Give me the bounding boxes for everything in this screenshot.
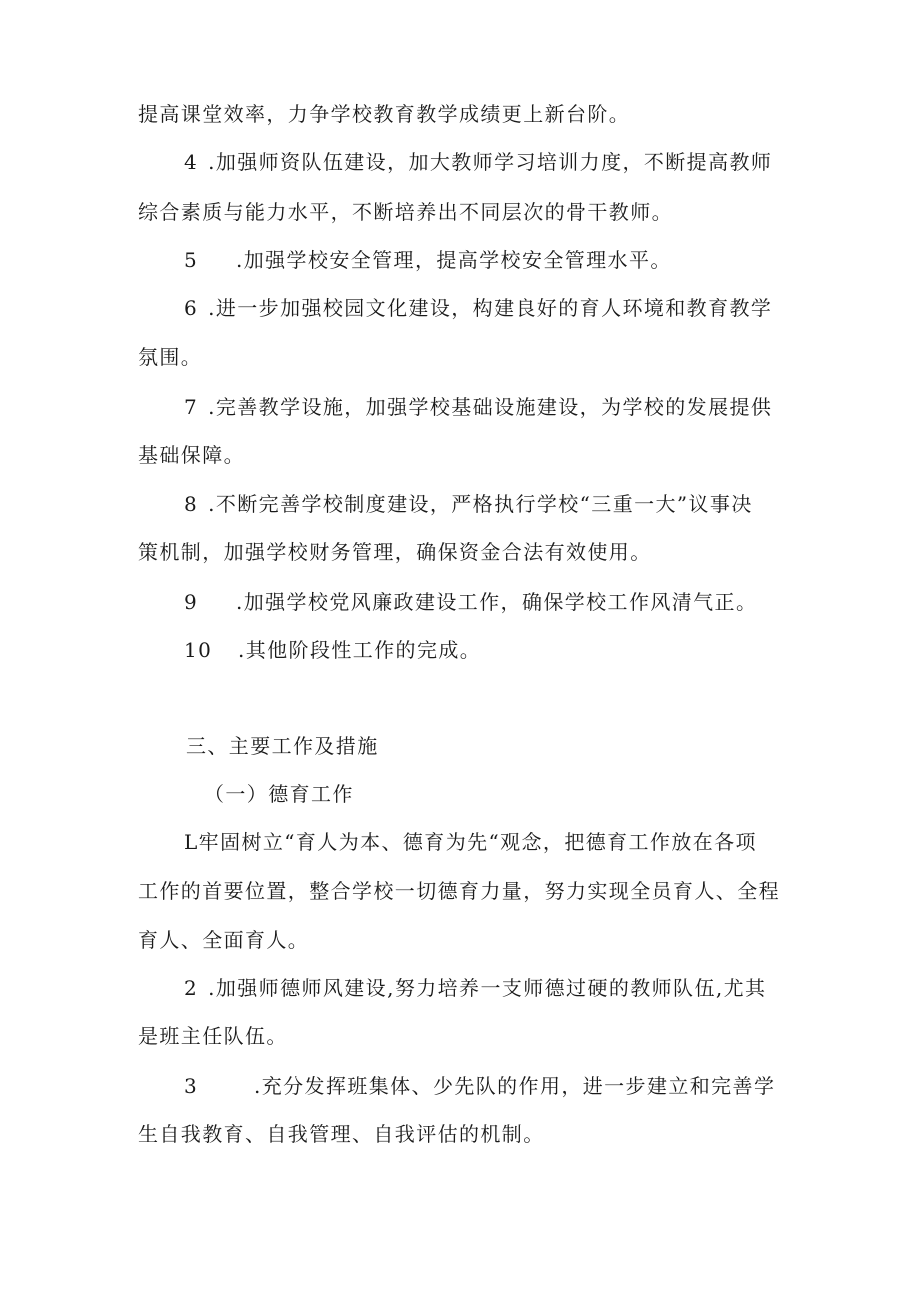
paragraph-line: 综合素质与能力水平，不断培养出不同层次的骨干教师。 — [138, 200, 673, 224]
section-heading: 三、主要工作及措施 — [186, 734, 379, 758]
paragraph-line: 提高课堂效率，力争学校教育教学成绩更上新台阶。 — [138, 102, 631, 126]
paragraph-line: 是班主任队伍。 — [138, 1024, 288, 1048]
list-item-5 — [184, 246, 834, 274]
list-item-3 — [184, 1072, 834, 1100]
list-item-8 — [184, 490, 834, 518]
paragraph-line: 氛围。 — [138, 345, 203, 369]
item-text: .加强师德师风建设,努力培养一支师德过硬的教师队伍,尤其 — [208, 976, 767, 1000]
list-item-10 — [184, 636, 834, 664]
item-text: .不断完善学校制度建设，严格执行学校“三重一大”议事决 — [208, 492, 753, 516]
list-item-9 — [184, 588, 834, 616]
item-number: 9 — [184, 590, 199, 614]
item-number: 7 — [184, 395, 199, 419]
item-text: .其他阶段性工作的完成。 — [238, 638, 482, 662]
list-item-6 — [184, 294, 834, 322]
item-number: 8 — [184, 492, 199, 516]
item-number: 5 — [184, 248, 199, 272]
list-item-1: L牢固树立“育人为本、德育为先“观念，把德育工作放在各项 — [184, 830, 757, 854]
item-text: .加强学校党风廉政建设工作，确保学校工作风清气正。 — [236, 590, 758, 614]
paragraph-line: 育人、全面育人。 — [138, 928, 310, 952]
list-item-2 — [184, 974, 834, 1002]
item-text: .加强学校安全管理，提高学校安全管理水平。 — [236, 248, 672, 272]
item-text: .充分发挥班集体、少先队的作用，进一步建立和完善学 — [254, 1074, 776, 1098]
item-number: 6 — [184, 296, 199, 320]
item-text: .完善教学设施，加强学校基础设施建设，为学校的发展提供 — [208, 395, 773, 419]
item-number: 4 — [184, 150, 199, 174]
list-item-4 — [184, 148, 834, 176]
item-text: .进一步加强校园文化建设，构建良好的育人环境和教育教学 — [208, 296, 773, 320]
paragraph-line: 生自我教育、自我管理、自我评估的机制。 — [138, 1122, 545, 1146]
subsection-heading: （一）德育工作 — [204, 782, 354, 806]
paragraph-line: 基础保障。 — [138, 443, 245, 467]
paragraph-line: 策机制，加强学校财务管理，确保资金合法有效使用。 — [138, 540, 652, 564]
paragraph-line: 工作的首要位置，整合学校一切德育力量，努力实现全员育人、全程 — [138, 879, 780, 903]
list-item-7 — [184, 393, 834, 421]
item-number: 10 — [184, 638, 213, 662]
item-text: .加强师资队伍建设，加大教师学习培训力度，不断提高教师 — [208, 150, 773, 174]
item-number: 2 — [184, 976, 199, 1000]
item-number: 3 — [184, 1074, 199, 1098]
